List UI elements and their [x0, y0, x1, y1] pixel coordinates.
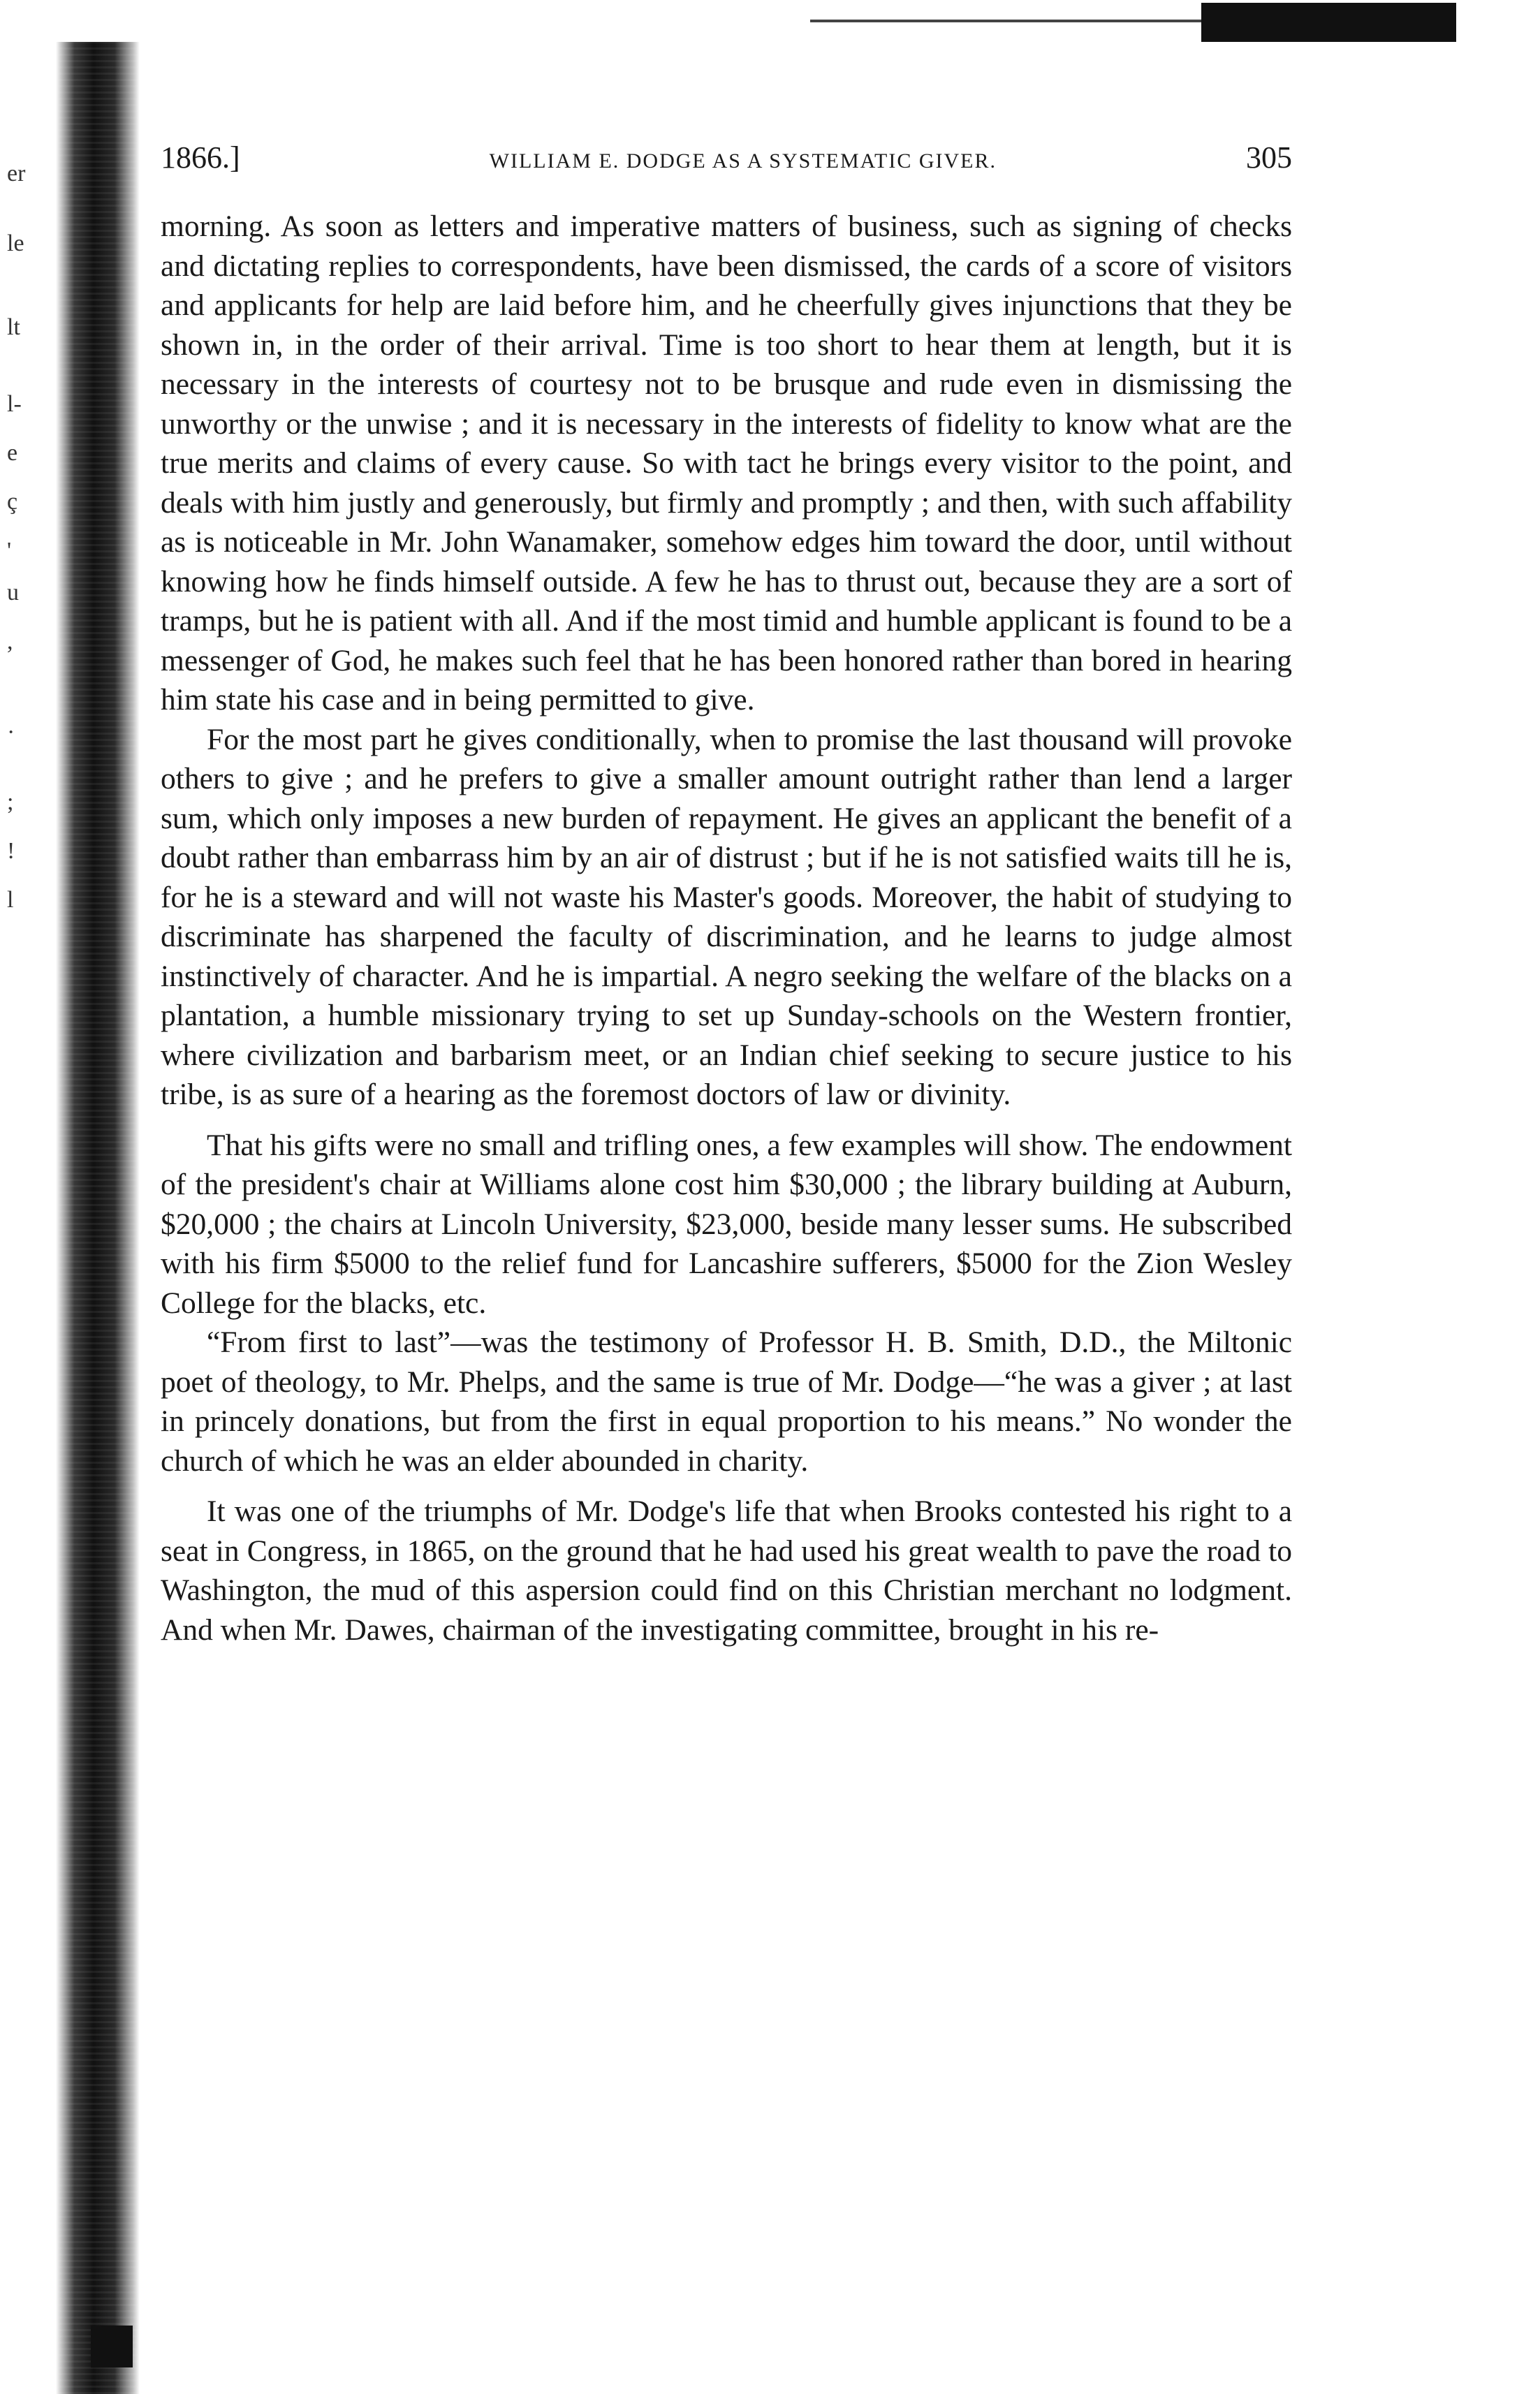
gutter-fragment: lt: [7, 314, 20, 340]
paragraph: “From first to last”—was the testimony of Professor H. B. Smith, D.D., the Miltonic poet of theology, to Mr. Phelps, and the same is true of Mr. Dodge—“he was a giver ; at last in princely donations, but from the first in equal proportion to his means.” No wonder the church of which he was an elder abounded in charity.: [161, 1325, 1292, 1478]
book-binding-shadow: [56, 42, 140, 2394]
gutter-fragment: le: [7, 230, 24, 256]
gutter-fragment: ç: [7, 489, 18, 515]
scan-edge-bar: [810, 0, 1456, 42]
scan-corner-mark: [91, 2326, 133, 2367]
gutter-fragment: l: [7, 887, 14, 913]
gutter-fragment: ': [7, 538, 12, 564]
paragraph: morning. As soon as letters and imperative matters of business, such as signing of checks and dictating replies to correspondents, have been dismissed, the cards of a score of visitors and applicants for help are laid before him, and he cheerfully gives injunctions that they be shown in, in the order of their arrival. Time is too short to hear them at length, but it is necessary in the interests of courtesy not to be brusque and rude even in dismissing the unworthy or the unwise ; and it is necessary in the interests of fidelity to know what are the true merits and claims of every cause. So with tact he brings every visitor to the point, and deals with him justly and generously, but firmly and promptly ; and then, with such affability as is noticeable in Mr. John Wanamaker, somehow edges him toward the door, until without knowing how he finds himself outside. A few he has to thrust out, because they are a sort of tramps, but he is patient with all. And if the most timid and humble applicant is found to be a messenger of God, he makes such feel that he has been honored rather than bored in hearing him state his case and in being permitted to give.: [161, 210, 1292, 717]
gutter-fragment: ,: [7, 629, 13, 654]
gutter-fragment: l-: [7, 391, 22, 417]
page-number: 305: [1245, 140, 1292, 175]
facing-page-fragments: [0, 0, 56, 2394]
gutter-fragment: ;: [7, 789, 14, 815]
gutter-fragment: ·: [7, 719, 15, 745]
gutter-fragment: er: [7, 161, 26, 186]
paragraph: It was one of the triumphs of Mr. Dodge's life that when Brooks contested his right to a seat in Congress, in 1865, on the ground that he had used his great wealth to pave the road to Washington, the mud of this aspersion could find on this Christian merchant no lodgment. And when Mr. Dawes, chairman of the investigating committee, brought in his re-: [161, 1495, 1292, 1647]
book-page: [161, 140, 1292, 2340]
paragraph: For the most part he gives conditionally, when to promise the last thousand will provoke others to give ; and he prefers to give a smaller amount outright rather than lend a larger sum, which only imposes a new burden of repayment. He gives an applicant the benefit of a doubt rather than embarrass him by an air of distrust ; but if he is not satisfied waits till he is, for he is a steward and will not waste his Master's goods. Moreover, the habit of studying to discriminate has sharpened the faculty of discrimination, and he learns to judge almost instinctively of character. And he is impartial. A negro seeking the welfare of the blacks on a plantation, a humble missionary trying to set up Sunday-schools on the Western frontier, where civilization and barbarism meet, or an Indian chief seeking to secure justice to his tribe, is as sure of a hearing as the foremost doctors of law or divinity.: [161, 722, 1292, 1111]
body-text: [161, 207, 1292, 1650]
scan-edge-block: [1201, 3, 1456, 42]
header-year: 1866.]: [161, 140, 240, 175]
paragraph: That his gifts were no small and trifling ones, a few examples will show. The endowment of the president's chair at Williams alone cost him $30,000 ; the library building at Auburn, $20,000 ; the chairs at Lincoln University, $23,000, beside many lesser sums. He subscribed with his firm $5000 to the relief fund for Lancashire sufferers, $5000 for the Zion Wesley College for the blacks, etc.: [161, 1128, 1292, 1320]
gutter-fragment: e: [7, 440, 18, 466]
gutter-fragment: !: [7, 838, 15, 864]
running-title: WILLIAM E. DODGE AS A SYSTEMATIC GIVER.: [489, 149, 997, 172]
running-header: [161, 140, 1292, 189]
gutter-fragment: u: [7, 580, 19, 605]
